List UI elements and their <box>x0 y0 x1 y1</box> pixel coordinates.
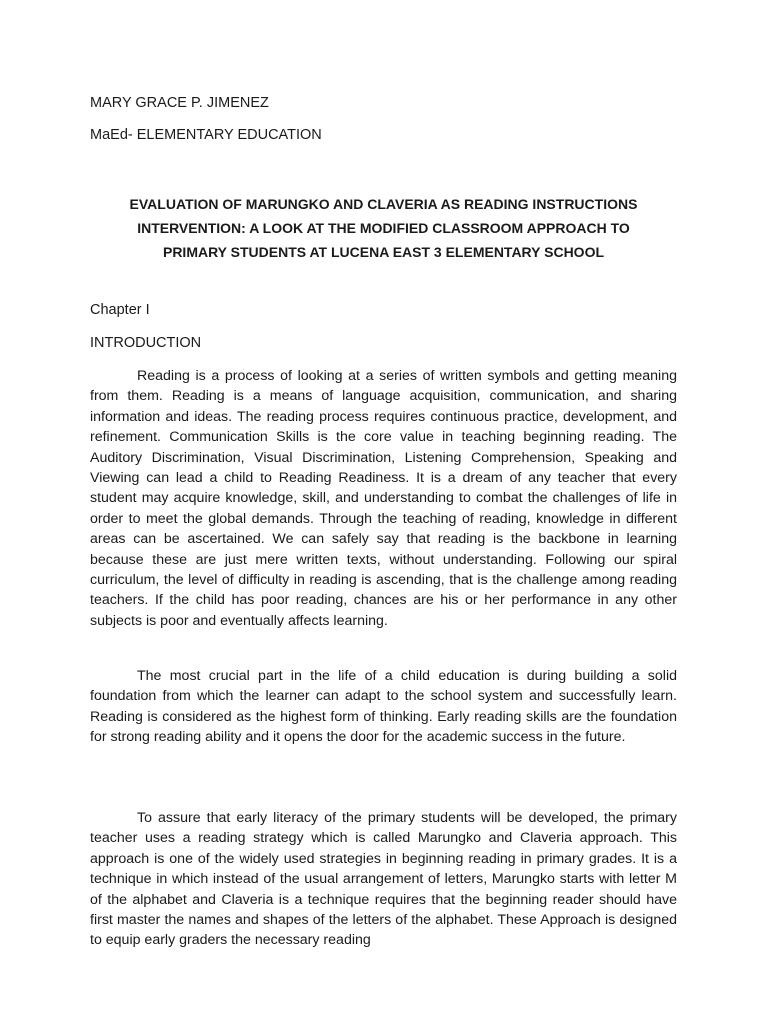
section-heading: INTRODUCTION <box>90 335 202 351</box>
body-paragraph: Reading is a process of looking at a series of written symbols and getting meaning from them. Reading is a means of language acquisition, communication, and sharing information and ideas. The reading process requires continuous practice, development, and refinement. Communication Skills is the core value in teaching beginning reading. The Auditory Discrimination, Visual Discrimination, Listening Comprehension, Speaking and Viewing can lead a child to Reading Readiness. It is a dream of any teacher that every student may acquire knowledge, skill, and understanding to combat the challenges of life in order to meet the global demands. Through the teaching of reading, knowledge in different areas can be ascertained. We can safely say that reading is the backbone in learning because these are just mere written texts, without understanding. Following our spiral curriculum, the level of difficulty in reading is ascending, that is the challenge among reading teachers. If the child has poor reading, chances are his or her performance in any other subjects is poor and eventually affects learning. <box>90 368 677 629</box>
body-paragraph: The most crucial part in the life of a child education is during building a solid foundation from which the learner can adapt to the school system and successfully learn. Reading is considered as the highest form of thinking. Early reading skills are the foundation for strong reading ability and it opens the door for the academic success in the future. <box>90 668 677 746</box>
chapter-label: Chapter I <box>90 302 150 318</box>
title-line: INTERVENTION: A LOOK AT THE MODIFIED CLASSROOM APPROACH TO <box>137 220 630 236</box>
body-paragraph: To assure that early literacy of the primary students will be developed, the primary teacher uses a reading strategy which is called Marungko and Claveria approach. This approach is one of the widely used strategies in beginning reading in primary grades. It is a technique in which instead of the usual arrangement of letters, Marungko starts with letter M of the alphabet and Claveria is a technique requires that the beginning reader should have first master the names and shapes of the letters of the alphabet. These Approach is designed to equip early graders the necessary reading <box>90 810 677 949</box>
document-title <box>90 192 677 264</box>
author-name: MARY GRACE P. JIMENEZ <box>90 95 269 111</box>
title-line: EVALUATION OF MARUNGKO AND CLAVERIA AS READING INSTRUCTIONS <box>129 196 638 212</box>
title-line: PRIMARY STUDENTS AT LUCENA EAST 3 ELEMENTARY SCHOOL <box>162 244 605 260</box>
author-program: MaEd- ELEMENTARY EDUCATION <box>90 127 322 143</box>
